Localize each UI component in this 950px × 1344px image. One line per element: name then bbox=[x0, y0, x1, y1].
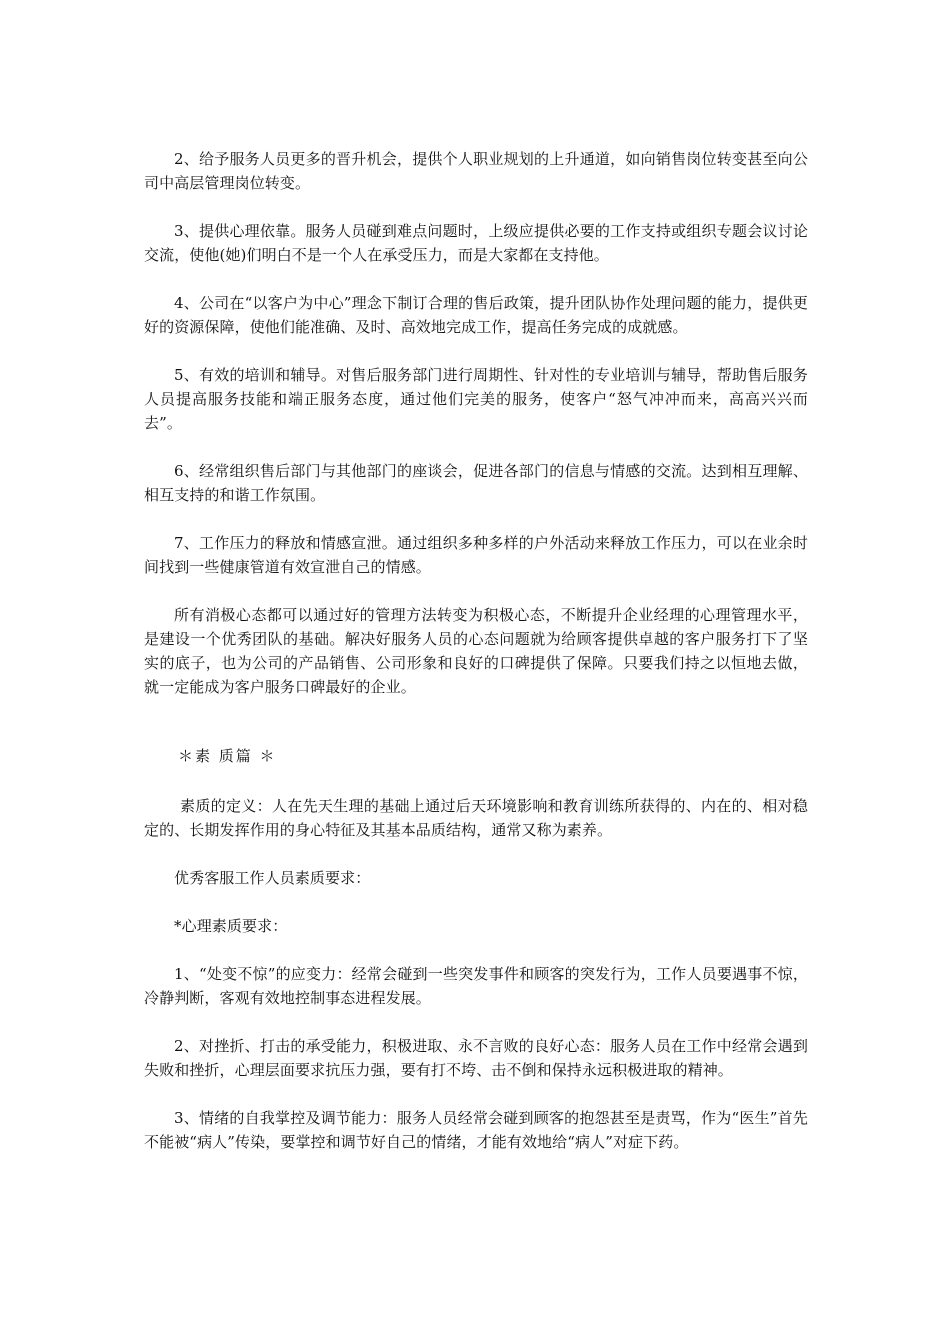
document-page bbox=[144, 147, 808, 1178]
definition-paragraph: 素质的定义：人在先天生理的基础上通过后天环境影响和教育训练所获得的、内在的、相对稳定的、长期发挥作用的身心特征及其基本品质结构，通常又称为素养。 bbox=[144, 797, 808, 839]
paragraph-item-2: 2、给予服务人员更多的晋升机会，提供个人职业规划的上升通道，如向销售岗位转变甚至向公司中高层管理岗位转变。 bbox=[144, 150, 808, 192]
paragraph-item-7: 7、工作压力的释放和情感宣泄。通过组织多种多样的户外活动来释放工作压力，可以在业余时间找到一些健康管道有效宣泄自己的情感。 bbox=[144, 534, 808, 576]
psych-heading: *心理素质要求： bbox=[174, 917, 288, 935]
paragraph-item-4: 4、公司在“以客户为中心”理念下制订合理的售后政策，提升团队协作处理问题的能力，提供更好的资源保障，使他们能准确、及时、高效地完成工作，提高任务完成的成就感。 bbox=[144, 294, 808, 336]
summary-paragraph: 所有消极心态都可以通过好的管理方法转变为积极心态，不断提升企业经理的心理管理水平，是建设一个优秀团队的基础。解决好服务人员的心态问题就为给顾客提供卓越的客户服务打下了坚实的底子，也为公司的产品销售、公司形象和良好的口碑提供了保障。只要我们持之以恒地去做，就一定能成为客户服务口碑最好的企业。 bbox=[144, 606, 808, 696]
paragraph-item-3: 3、提供心理依靠。服务人员碰到难点问题时，上级应提供必要的工作支持或组织专题会议讨论交流，使他(她)们明白不是一个人在承受压力，而是大家都在支持他。 bbox=[144, 222, 808, 264]
psych-item-1: 1、“处变不惊”的应变力：经常会碰到一些突发事件和顾客的突发行为，工作人员要遇事不惊，冷静判断，客观有效地控制事态进程发展。 bbox=[144, 965, 808, 1007]
paragraph-item-5: 5、有效的培训和辅导。对售后服务部门进行周期性、针对性的专业培训与辅导，帮助售后服务人员提高服务技能和端正服务态度，通过他们完美的服务，使客户“怒气冲冲而来，高高兴兴而去”。 bbox=[144, 366, 808, 432]
paragraph-item-6: 6、经常组织售后部门与其他部门的座谈会，促进各部门的信息与情感的交流。达到相互理解、相互支持的和谐工作氛围。 bbox=[144, 462, 808, 504]
section-title: ＊素 质篇 ＊ bbox=[178, 747, 277, 765]
requirements-heading: 优秀客服工作人员素质要求： bbox=[174, 869, 371, 887]
psych-item-2: 2、对挫折、打击的承受能力，积极进取、永不言败的良好心态：服务人员在工作中经常会遇到失败和挫折，心理层面要求抗压力强，要有打不垮、击不倒和保持永远积极进取的精神。 bbox=[144, 1037, 808, 1079]
psych-item-3: 3、情绪的自我掌控及调节能力：服务人员经常会碰到顾客的抱怨甚至是责骂，作为“医生”首先不能被“病人”传染，要掌控和调节好自己的情绪，才能有效地给“病人”对症下药。 bbox=[144, 1109, 808, 1151]
